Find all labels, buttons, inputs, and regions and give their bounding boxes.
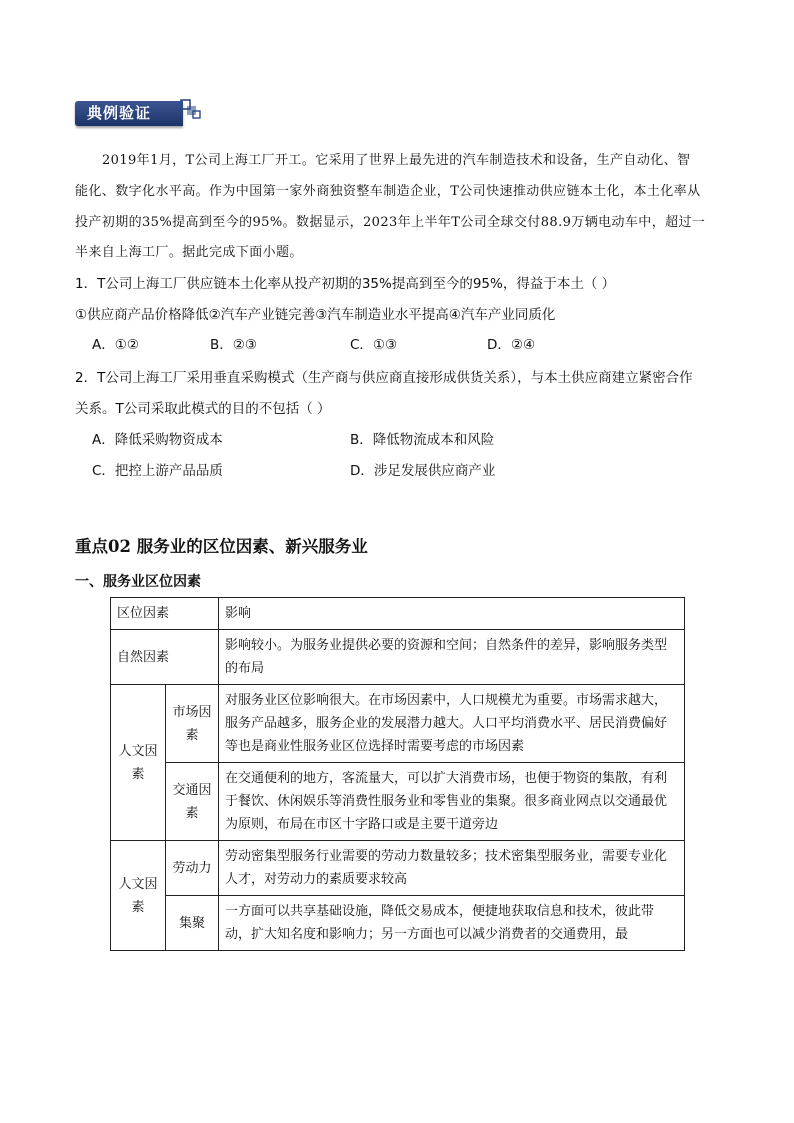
banner-bar <box>75 101 183 126</box>
banner-label: 典例验证 <box>87 104 152 122</box>
market-factor-label: 市场因素 <box>166 685 219 763</box>
q1-option-b[interactable]: B．②③ <box>210 337 257 353</box>
q1-option-a[interactable]: A．①② <box>92 337 139 353</box>
subsection-title: 一、服务业区位因素 <box>75 574 201 590</box>
natural-factor-label: 自然因素 <box>111 630 219 685</box>
passage-line-2: 能化、数字化水平高。作为中国第一家外商独资整车制造企业，T公司快速推动供应链本土化，本土化率从 <box>75 184 701 199</box>
table-row-labor <box>111 841 685 896</box>
question-2-stem-line-1: 2．T公司上海工厂采用垂直采购模式（生产商与供应商直接形成供货关系），与本土供应商建立紧密合作 <box>75 370 693 386</box>
q2-option-b[interactable]: B．降低物流成本和风险 <box>350 432 495 448</box>
labor-factor-text: 劳动密集型服务行业需要的劳动力数量较多；技术密集型服务业，需要专业化人才，对劳动力的素质要求较高 <box>219 841 685 896</box>
transport-factor-text: 在交通便利的地方，客流量大，可以扩大消费市场，也便于物资的集散，有利于餐饮、休闲娱乐等消费性服务业和零售业的集聚。很多商业网点以交通最优为原则，布局在市区十字路口或是主要干道旁边 <box>219 763 685 841</box>
q2-option-a[interactable]: A．降低采购物资成本 <box>92 432 223 448</box>
q2-option-c[interactable]: C．把控上游产品品质 <box>92 463 223 479</box>
table-header-row <box>111 598 685 630</box>
example-banner <box>75 98 203 130</box>
table-row-agglomeration <box>111 896 685 951</box>
corner-squares-icon <box>179 98 203 122</box>
q1-option-d[interactable]: D．②④ <box>487 337 536 353</box>
transport-factor-label: 交通因素 <box>166 763 219 841</box>
passage-line-3: 投产初期的35%提高到至今的95%。数据显示，2023年上半年T公司全球交付88.9万辆电动车中，超过一 <box>75 215 706 230</box>
section-title: 重点02 服务业的区位因素、新兴服务业 <box>75 537 368 556</box>
header-influence: 影响 <box>219 598 685 630</box>
question-1-stem: 1．T公司上海工厂供应链本土化率从投产初期的35%提高到至今的95%，得益于本土（ ） <box>75 276 616 292</box>
table-row-natural <box>111 630 685 685</box>
labor-factor-label: 劳动力 <box>166 841 219 896</box>
passage-line-4: 半来自上海工厂。据此完成下面小题。 <box>75 245 303 260</box>
table-row-market <box>111 685 685 763</box>
group-2-label-text: 人文因素 <box>118 876 158 915</box>
agglomeration-factor-label: 集聚 <box>166 896 219 951</box>
market-factor-text: 对服务业区位影响很大。在市场因素中，人口规模尤为重要。市场需求越大，服务产品越多，服务企业的发展潜力越大。人口平均消费水平、居民消费偏好等也是商业性服务业区位选择时需要考虑的市场因素 <box>219 685 685 763</box>
question-2-stem-line-2: 关系。T公司采取此模式的目的不包括（ ） <box>75 401 331 417</box>
header-factor: 区位因素 <box>111 598 219 630</box>
natural-factor-text: 影响较小。为服务业提供必要的资源和空间；自然条件的差异，影响服务类型的布局 <box>219 630 685 685</box>
agglomeration-factor-text: 一方面可以共享基础设施，降低交易成本，便捷地获取信息和技术，彼此带动，扩大知名度和影响力；另一方面也可以减少消费者的交通费用，最 <box>219 896 685 951</box>
location-factors-table <box>110 597 685 951</box>
question-1-statements: ①供应商产品价格降低②汽车产业链完善③汽车制造业水平提高④汽车产业同质化 <box>75 307 556 323</box>
passage-line-1: 2019年1月，T公司上海工厂开工。它采用了世界上最先进的汽车制造技术和设备，生产自动化、智 <box>102 153 691 168</box>
q2-option-d[interactable]: D．涉足发展供应商产业 <box>350 463 496 479</box>
table-row-transport <box>111 763 685 841</box>
human-factor-group-1-label <box>111 685 166 841</box>
human-factor-group-2-label <box>111 841 166 951</box>
group-1-label-text: 人文因素 <box>118 743 158 782</box>
q1-option-c[interactable]: C．①③ <box>350 337 398 353</box>
